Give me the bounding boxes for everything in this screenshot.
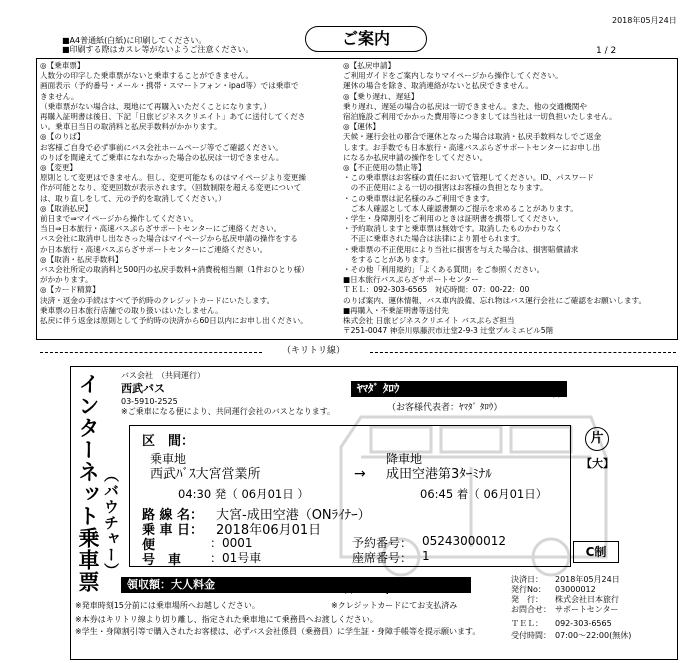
note-line: い。乗車日当日の取消料と払戻手数料がかかります。 [40,122,222,132]
note-line: 〒251-0047 神奈川県藤沢市辻堂2-9-3 辻堂プルミエビル5階 [343,326,554,336]
note-line: ◎【乗車票】 [40,61,85,70]
page-number: 1 / 2 [596,46,617,56]
size-badge: 【大】 [581,457,614,470]
alight-place: 成田空港第3ﾀｰﾐﾅﾙ [386,467,492,482]
note-line: がかかります。 [40,275,93,285]
seat-label: 座席番号： [352,551,413,565]
note-line: 画面表示（予約番号・メール・携帯・スマートフォン・ipad等）では乗車で [40,81,299,91]
note-line: バス会社に取消申し出なさった場合はマイページから払戻申請の操作をする [40,234,298,244]
note-line: 決済・返金の手続はすべて予約時のクレジットカードにいたします。 [40,295,275,305]
note-line: 再購入証明書は後日、下記「日旅ビジネスクリエイト」あてに送付してくださ [40,112,306,122]
cut-line-left [40,352,262,353]
note-line: します。お手数でも日本旅行・高速バスぷらざサポートセンターにお申し出 [343,142,601,152]
note-line: 乗車票の日本旅行店舗での取り扱いはいたしません。 [40,305,223,315]
note-line: になるか払戻申請の操作をしてください。 [343,152,488,162]
note-departure: ※発車時刻15分前には乗車場所へお越しください。 [75,601,260,610]
note-line: 当日⇒日本旅行・高速バスぷらざサポートセンターにご連絡ください。 [40,224,282,234]
note-line: ・予約取消しますと乗車票は無効です。取消したものかわりなく [343,224,563,234]
issuer-label: 発 行： [511,595,543,604]
fare-label: 領収額：大人料金 [127,578,215,591]
note-line: ◎【変更】 [40,163,78,173]
note-line: 人数分の印字した乗車票がないと乗車することができません。 [40,71,254,81]
one-way-badge: 片 [585,427,609,451]
note-line: ご利用ガイドをご案内しなりマイページから操作してください。 [343,71,563,81]
note-line: のりばを間違えてご乗車になれなかった場合の払戻は一切できません。 [40,152,284,162]
reservation-number: 05243000012 [422,534,506,548]
notes-left [40,61,309,326]
alight-label: 降車地 [386,452,423,466]
car-label: 号 車 [142,553,182,568]
ride-date-label: 乗 車 日： [142,523,204,538]
honorific: 様 [551,385,565,400]
note-line: 作が可能となり、変更回数が表示されます。（回数制限を超える変更について [40,183,302,193]
note-line: は、取り直しをして、元の予約を取消してください。） [40,193,226,203]
representative: （お客様代表者：ﾔﾏﾀﾞ ﾀﾛｳ） [387,403,503,413]
board-place: 西武ﾊﾞｽ大宮営業所 [150,467,261,482]
note-line: 乗り遅れ、遅延の場合の払戻は一切できません。また、他の交通機関や [343,101,587,111]
seat-number: 1 [422,549,430,563]
note-line: ＴＥＬ：092-303-6565 対応時間：07：00-22：00 [343,285,530,295]
note-handover: ※本券はキリトリ線より切り離し、指定された乗車地にて乗務員へお渡しください。 [75,615,378,624]
route-label: 路 線 名： [142,508,204,523]
bin-number: ：0001 [210,536,253,550]
note-line: 原則として変更はできません。但し、変更可能なものはマイページより変更操 [40,173,306,183]
note-line: ◎【取消・払戻手数料】 [40,254,123,264]
route-box [129,425,571,567]
issuer: 株式会社日本旅行 [555,595,619,604]
bus-company: 西武バス [121,382,165,395]
card-note: ※クレジットカードにてお支払済み [331,601,458,610]
note-line: ご本人確認として本人確認書類のご提示を求めることがあります。 [343,203,578,213]
bin-label: 便 [142,538,156,553]
note-line: きません。 [40,91,79,101]
route-name: 大宮-成田空港（ONﾗｲﾅｰ） [216,508,371,523]
tax-note: （消費税込） [427,582,475,591]
route-arrow: → [354,466,366,482]
reservation-label: 予約番号： [352,536,413,550]
cut-line-right [370,352,676,353]
note-line: 不正に乗車された場合は法律により罰せられます。 [343,234,525,244]
note-line: ・学生・身障割引をご利用のときは証明書を携帯してください。 [343,214,564,224]
section-label: 区 間： [142,434,195,449]
note-line: ◎【カード精算】 [40,285,100,295]
class-badge: C制 [573,541,619,563]
contact: サポートセンター [555,605,619,614]
notes-box [36,58,678,340]
note-line: ・この乗車票は記名様のみご利用できます。 [343,193,495,203]
bus-company-phone: 03-5910-2525 [121,397,178,406]
arrive-time: 06:45 着（ 06月01日） [420,487,548,501]
tel-label: ＴＥＬ： [511,619,543,628]
note-line: ・その他「利用規約」「よくある質問」をご参照ください。 [343,265,545,275]
cut-line-label: （キリトリ線） [282,346,346,356]
note-line: をすることがあります。 [343,254,434,264]
note-line: ◎【運休】 [343,122,381,132]
note-line: 運休の場合を除き、取消連絡がないと払戻できません。 [343,81,533,91]
vertical-subtitle: （バウチャー） [102,467,120,579]
vertical-title: インターネット乗車票 [76,373,100,593]
note-line: （乗車票がない場合は、現地にて再購入いただくことになります。） [40,101,271,111]
note-line: ◎【のりば】 [40,132,85,142]
company-note: ※ご乗車になる便により、共同運行会社のバスとなります。 [121,407,336,416]
note-line: 天候・運行会社の都合で運休となった場合は取消・払戻手数料なしでご返金 [343,132,602,142]
settle-date-label: 決済日： [511,575,543,584]
note-line: ・乗車票の不正使用により当社に損害を与えた場合は、損害賠償請求 [343,244,579,254]
contact-label: お問合せ： [511,605,551,614]
note-line: ◎【払戻申請】 [343,61,396,70]
note-line: ・この乗車票はお客様の責任において管理してください。ID、パスワード [343,173,595,183]
note-line: 株式会社 日旅ビジネスクリエイト バスぷらざ担当 [343,316,515,326]
note-discount: ※学生・身障割引等で購入されたお客様は、必ずバス会社係員（乗務員）に学生証・身障手帳等を提示願います。 [75,627,481,636]
hours-label: 受付時間： [511,631,551,640]
note-line: 宿泊施設ご利用でかかった費用等につきましては当社は一切負担いたしません。 [343,112,617,122]
ride-date: 2018年06月01日 [216,523,322,538]
issue-no: 03000012 [555,585,596,594]
settle-date: 2018年05月24日 [555,575,620,584]
car-number: ：01号車 [210,551,262,565]
note-line: ◎【不正使用の禁止等】 [343,163,426,173]
note-line: のりば案内、運休情報、バス車内設備、忘れ物はバス運行会社にご確認をお願いします。 [343,295,647,305]
passenger-name: ﾔﾏﾀﾞ ﾀﾛｳ [357,382,400,395]
note-line: 前日まで⇒マイページから操作してください。 [40,214,198,224]
note-line: ■日本旅行バスぷらざサポートセンター [343,275,479,285]
note-line: バス会社所定の取消料と500円の払戻手数料+消費税相当額（1件おひとり様） [40,265,309,275]
fare-amount: 1名￥ 2,800 [333,581,416,595]
bus-company-label: バス会社 （共同運行） [121,371,205,380]
note-line: 払戻に伴う返金は原則として予約時の決済から60日以内にお申し出ください。 [40,316,308,326]
ticket [70,366,678,660]
tel: 092-303-6565 [555,619,612,628]
note-line: か日本旅行・高速バスぷらざサポートセンターにご連絡ください。 [40,244,268,254]
note-line: ■再購入・不乗証明書等送付先 [343,305,449,315]
notes-right [343,61,646,336]
note-a4-paper: ■A4普通紙(白紙)に印刷してください。 [62,36,207,45]
hours: 07:00～22:00(無休) [555,631,632,640]
fare-bar [121,577,471,593]
depart-time: 04:30 発（ 06月01日 ） [178,487,309,501]
note-line: ◎【取消払戻】 [40,203,93,213]
passenger-name-bar [351,381,567,397]
issue-date: 2018年05月24日 [612,16,677,25]
note-print-quality: ■印刷する際はカスレ等がないようご注意ください。 [62,45,254,54]
note-line: お客様ご自身で必ず事前にバス会社ホームページ等でご確認ください。 [40,142,283,152]
board-label: 乗車地 [150,452,187,466]
page-title: ご案内 [305,26,427,52]
issue-no-label: 発行No： [511,585,546,594]
note-line: ◎【乗り遅れ、遅延】 [343,91,419,101]
note-line: の不正使用による一切の損害はお客様の負担となります。 [343,183,548,193]
